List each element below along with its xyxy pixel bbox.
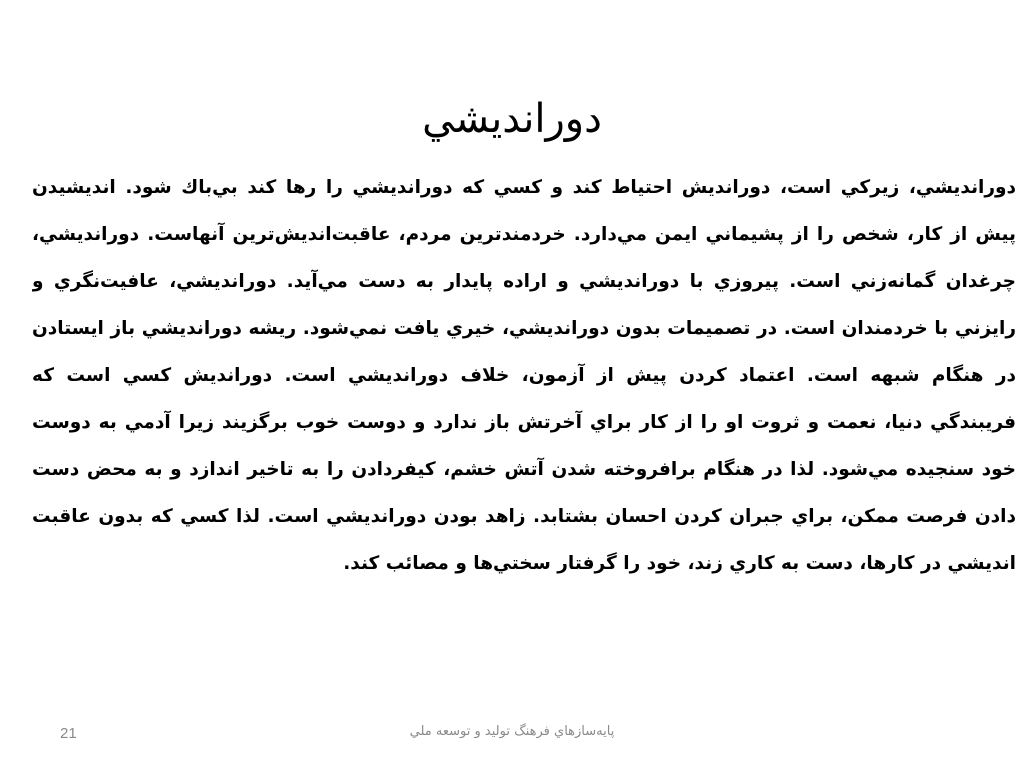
slide-body-text: دورانديشي، زيركي است، دورانديش احتياط كند و كسي كه دورانديشي را رها كند بي‌باك شود. انديشيدن پيش از كار، شخص را از پشيماني ايمن مي‌دارد. خردمندترين مردم، عاقبت‌انديش‌ترين آنهاست. دورانديشي، چرغدان گمانه‌زني است. پيروزي با دورانديشي و اراده پايدار به دست مي‌آيد. دورانديشي، عافيت‌نگري و رايزني با خردمندان است. در تصميمات بدون دورانديشي، خيري يافت نمي‌شود. ريشه دورانديشي باز ايستادن در هنگام شبهه است. اعتماد كردن پيش از آزمون، خلاف دورانديشي است. دورانديش كسي است كه فريبندگي دنيا، نعمت و ثروت او را از كار براي آخرتش باز ندارد و دوست خوب برگزيند زيرا آدمي به دوست خود سنجيده مي‌شود. لذا در هنگام برافروخته شدن آتش خشم، كيفردادن را به تاخير اندازد و به محض دست دادن فرصت ممكن، براي جبران كردن احسان بشتابد. زاهد بودن دورانديشي است. لذا كسي كه بدون عاقبت انديشي در كارها، دست به كاري زند، خود را گرفتار سختي‌ها و مصائب كند. — [32, 177, 1016, 574]
page-number: 21 — [60, 725, 77, 742]
slide-title: دورانديشي — [422, 95, 602, 142]
slide-footer: پايه‌سازهاي فرهنگ توليد و توسعه ملي — [409, 724, 615, 739]
